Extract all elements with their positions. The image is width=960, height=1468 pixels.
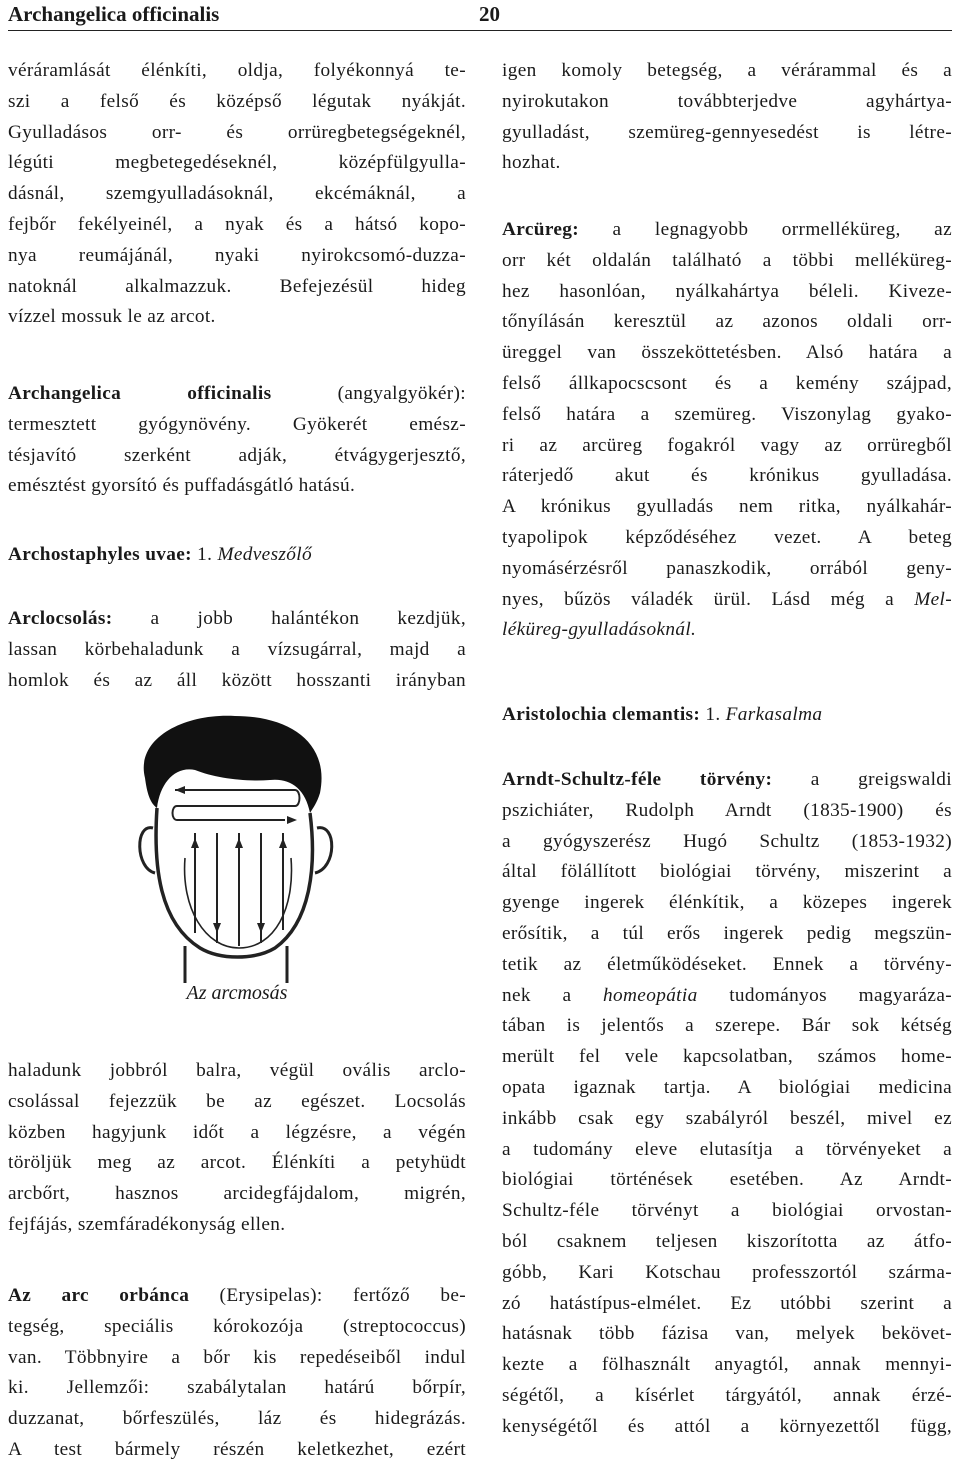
text-line: tegség, speciális kórokozója (streptococcus): [8, 1315, 466, 1337]
text-line: Schultz-féle törvényt a biológiai orvostan-: [502, 1200, 952, 1222]
text-line: nek a: [502, 984, 604, 1006]
face-washing-drawing: [105, 708, 365, 983]
text-line: haladunk jobbról balra, végül ovális arclo-: [8, 1060, 466, 1081]
text-line: nya reumájánál, nyaki nyirokcsomó-duzza-: [8, 244, 466, 266]
text-line: opata igaznak tartja. A biológiai medicina: [502, 1076, 952, 1098]
text-line: gyenge ingerek élénkítik, a közepes ingerek: [502, 892, 952, 914]
cross-reference-target: Medveszőlő: [217, 544, 312, 565]
text-line: üreggel van összeköttetésben. Alsó határa a: [502, 342, 952, 364]
text-line: ségétől, a kísérlet tárgyától, annak érzé-: [502, 1384, 952, 1406]
text-line: duzzanat, bőrfeszülés, láz és hidegrázás.: [8, 1408, 466, 1430]
text-line: termesztett gyógynövény. Gyökerét emész-: [8, 413, 466, 435]
entry-term: Arndt-Schultz-féle törvény:: [502, 769, 773, 790]
entry-arndt-schultz: [502, 765, 952, 1443]
text-line: tetik az életműködéseket. Ennek a törvény-: [502, 953, 952, 975]
paragraph-continued: [502, 56, 952, 179]
entry-archostaphyles: [8, 540, 466, 571]
text-line: kezte a fölhasznált anyagtól, annak mennyi-: [502, 1354, 952, 1376]
text-line: erősítik, a túl erős ingerek pedig megszün-: [502, 922, 952, 944]
text-line: dásnál, szemgyulladásoknál, ekcémáknál, a: [8, 183, 466, 205]
text-line: hatásnak több fázisa van, melyek bekövet-: [502, 1323, 952, 1345]
cross-reference-target: léküreg-gyulladásoknál.: [502, 619, 697, 641]
entry-term: Archostaphyles uvae:: [8, 544, 192, 565]
text-line: A test bármely részén keletkezhet, ezért: [8, 1438, 466, 1460]
text-line: csolással fejezzük be az egészet. Locsolás: [8, 1090, 466, 1112]
entry-term: Aristolochia clemantis:: [502, 704, 701, 725]
text-line: fejbőr fekélyeinél, a nyak és a hátsó kopo-: [8, 213, 466, 235]
cross-reference-target: Mel-: [914, 588, 952, 610]
running-title: Archangelica officinalis: [8, 2, 220, 26]
text-line: a tudomány eleve elutasítja a törvényeket a: [502, 1138, 952, 1160]
face-washing-illustration: [105, 708, 365, 983]
text-line: homlok és az áll között hosszanti irányban: [8, 669, 466, 691]
text-line: által fölállított biológiai törvény, miszerint a: [502, 861, 952, 883]
text-line: tyapolipok képződéséhez vezet. A beteg: [502, 526, 952, 548]
text-line: kenységétől és attól a környezettől függ,: [502, 1415, 952, 1437]
text-line: a gyógyszerész Hugó Schultz (1853-1932): [502, 830, 952, 852]
text-line: a jobb halántékon kezdjük,: [112, 608, 466, 629]
text-line: igen komoly betegség, a vérárammal és a: [502, 60, 952, 81]
text-line: felső határa a szemüreg. Viszonylag gyako-: [502, 403, 952, 425]
text-line: góbb, Kari Kotschau professzortól szárma-: [502, 1261, 952, 1283]
text-line: nyes, bűzös váladék ürül. Lásd még a: [502, 588, 915, 610]
text-line: Gyulladásos orr- és orrüregbetegségeknél,: [8, 121, 466, 143]
page-header: [8, 0, 952, 31]
text-line: inkább csak egy szabályról beszél, mivel ez: [502, 1107, 952, 1129]
entry-archangelica: [8, 379, 466, 502]
text-line: fejfájás, szemfáradékonyság ellen.: [8, 1213, 286, 1235]
entry-term: Az arc orbánca: [8, 1285, 190, 1306]
entry-term: Arcüreg:: [502, 219, 580, 240]
text-line: ri az arcüreg fogakról vagy az orrüregből: [502, 434, 952, 456]
text-line: arcbőrt, hasznos arcidegfájdalom, migrén,: [8, 1183, 466, 1205]
entry-term: Archangelica officinalis: [8, 383, 272, 404]
text-line: tésjavító szerként adják, étvágygerjesztő,: [8, 444, 466, 466]
text-line: töröljük meg az arcot. Élénkíti a petyhüdt: [8, 1152, 466, 1174]
text-line: szi a felső és középső légutak nyákját.: [8, 90, 466, 112]
text-line: tában is jelentős a szerepe. Bár sok kétség: [502, 1015, 952, 1037]
text-line: tudományos magyaráza-: [697, 984, 953, 1006]
text-line: van. Többnyire a bőr kis repedéseiből indul: [8, 1346, 466, 1368]
text-line: közben hagyjunk időt a légzésre, a végén: [8, 1121, 466, 1143]
entry-arclocsolas: [8, 604, 466, 696]
text-line: orr két oldalán található a többi melléküreg-: [502, 249, 952, 271]
text-line: légúti megbetegedéseknél, középfülgyulla-: [8, 152, 466, 174]
cross-reference-number: 1.: [700, 704, 726, 725]
text-line: ki. Jellemzői: szabálytalan határú bőrpír,: [8, 1377, 466, 1399]
text-line: (angyalgyökér):: [271, 383, 466, 404]
cross-reference-number: 1.: [191, 544, 218, 565]
text-line: biológiai történések esetében. Az Arndt-: [502, 1169, 952, 1191]
text-line: gyulladást, szemüreg-gennyesedést is létre-: [502, 121, 952, 143]
paragraph-continued: [8, 56, 466, 333]
text-line: vízzel mossuk le az arcot.: [8, 306, 216, 328]
entry-arc-orbanca: [8, 1281, 466, 1466]
entry-aristolochia: [502, 700, 952, 731]
text-line: emésztést gyorsító és puffadásgátló hatású.: [8, 475, 356, 497]
text-line: merült fel vele kapcsolatban, számos home-: [502, 1046, 952, 1068]
page-number: 20: [479, 2, 500, 26]
text-line: natoknál alkalmazzuk. Befejezésül hideg: [8, 275, 466, 297]
text-line: lassan körbehaladunk a vízsugárral, majd a: [8, 638, 466, 660]
text-line: zó hatástípus-elmélet. Ez utóbbi szerint a: [502, 1292, 952, 1314]
cross-reference-target: Farkasalma: [725, 704, 823, 725]
text-line: ráterjedő akut és krónikus gyulladása.: [502, 465, 952, 487]
text-line: a greigswaldi: [772, 769, 952, 790]
text-line: ból csaknem teljesen kiszorította az átfo-: [502, 1230, 952, 1252]
text-line: a legnagyobb orrmelléküreg, az: [579, 219, 952, 240]
text-line: nyomásérzésről panaszkodik, orrából geny-: [502, 557, 952, 579]
figure-caption: Az arcmosás: [186, 982, 288, 1004]
entry-term: Arclocsolás:: [8, 608, 113, 629]
cross-reference-target: homeopátia: [603, 984, 698, 1006]
text-line: felső állkapocscsont és a kemény szájpad,: [502, 372, 952, 394]
text-line: A krónikus gyulladás nem ritka, nyálkahár-: [502, 496, 952, 518]
text-line: pszichiáter, Rudolph Arndt (1835-1900) és: [502, 799, 952, 821]
text-line: tőnyílásán keresztül az azonos oldali orr-: [502, 311, 952, 333]
text-line: hozhat.: [502, 152, 561, 174]
text-line: hez hasonlóan, nyálkahártya béleli. Kiveze-: [502, 280, 952, 302]
text-line: véráramlását élénkíti, oldja, folyékonnyá te-: [8, 60, 466, 81]
text-line: nyirokutakon továbbterjedve agyhártya-: [502, 90, 952, 112]
paragraph-arclocsolas-continued: [8, 1056, 466, 1241]
entry-arcureg: [502, 215, 952, 646]
text-line: (Erysipelas): fertőző be-: [189, 1285, 466, 1306]
